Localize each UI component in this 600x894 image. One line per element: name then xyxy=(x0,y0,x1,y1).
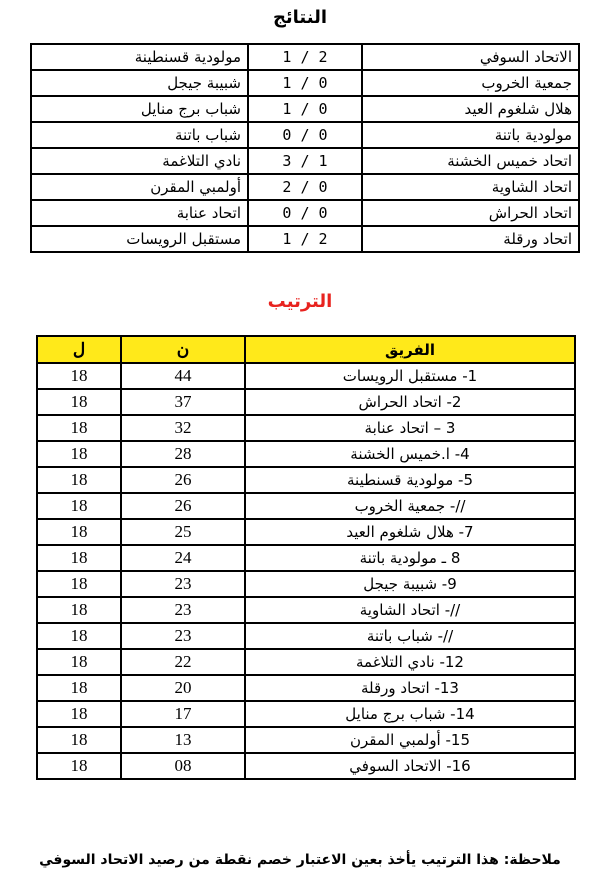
header-played: ل xyxy=(37,336,121,363)
points-cell: 32 xyxy=(121,415,245,441)
match-score: 0 / 0 xyxy=(248,122,362,148)
team-cell: 7- هلال شلغوم العيد xyxy=(245,519,575,545)
standings-row xyxy=(37,701,575,727)
match-score: 1 / 0 xyxy=(248,70,362,96)
match-score: 0 / 0 xyxy=(248,200,362,226)
points-cell: 13 xyxy=(121,727,245,753)
result-row xyxy=(31,70,579,96)
away-team: شباب باتنة xyxy=(31,122,248,148)
standings-row xyxy=(37,571,575,597)
home-team: جمعية الخروب xyxy=(362,70,579,96)
points-cell: 08 xyxy=(121,753,245,779)
played-cell: 18 xyxy=(37,649,121,675)
standings-header-row xyxy=(37,336,575,363)
results-table xyxy=(30,43,580,253)
result-row xyxy=(31,226,579,252)
team-cell: 2- اتحاد الحراش xyxy=(245,389,575,415)
team-cell: 8 ـ مولودية باتنة xyxy=(245,545,575,571)
team-cell: 5- مولودية قسنطينة xyxy=(245,467,575,493)
match-score: 2 / 0 xyxy=(248,174,362,200)
played-cell: 18 xyxy=(37,519,121,545)
points-cell: 37 xyxy=(121,389,245,415)
standings-row xyxy=(37,467,575,493)
standings-table xyxy=(36,335,576,780)
played-cell: 18 xyxy=(37,467,121,493)
team-cell: 3 – اتحاد عنابة xyxy=(245,415,575,441)
standings-row xyxy=(37,727,575,753)
standings-row xyxy=(37,675,575,701)
played-cell: 18 xyxy=(37,389,121,415)
played-cell: 18 xyxy=(37,441,121,467)
result-row xyxy=(31,96,579,122)
played-cell: 18 xyxy=(37,675,121,701)
away-team: مستقبل الرويسات xyxy=(31,226,248,252)
match-score: 3 / 1 xyxy=(248,148,362,174)
standings-row xyxy=(37,519,575,545)
result-row xyxy=(31,44,579,70)
match-score: 1 / 0 xyxy=(248,96,362,122)
team-cell: //- شباب باتنة xyxy=(245,623,575,649)
played-cell: 18 xyxy=(37,597,121,623)
match-score: 1 / 2 xyxy=(248,44,362,70)
standings-row xyxy=(37,623,575,649)
team-cell: //- اتحاد الشاوية xyxy=(245,597,575,623)
points-cell: 22 xyxy=(121,649,245,675)
standings-row xyxy=(37,493,575,519)
points-cell: 23 xyxy=(121,571,245,597)
team-cell: //- جمعية الخروب xyxy=(245,493,575,519)
team-cell: 4- ا.خميس الخشنة xyxy=(245,441,575,467)
footnote: ملاحظة: هذا الترتيب يأخذ بعين الاعتبار خصم نقطة من رصيد الاتحاد السوفي xyxy=(39,852,561,868)
standings-row xyxy=(37,597,575,623)
team-cell: 14- شباب برج منايل xyxy=(245,701,575,727)
points-cell: 44 xyxy=(121,363,245,389)
away-team: شباب برج منايل xyxy=(31,96,248,122)
result-row xyxy=(31,200,579,226)
team-cell: 13- اتحاد ورقلة xyxy=(245,675,575,701)
match-score: 1 / 2 xyxy=(248,226,362,252)
away-team: مولودية قسنطينة xyxy=(31,44,248,70)
played-cell: 18 xyxy=(37,701,121,727)
home-team: اتحاد الحراش xyxy=(362,200,579,226)
standings-title: الترتيب xyxy=(267,291,333,312)
team-cell: 15- أولمبي المقرن xyxy=(245,727,575,753)
results-title: النتائج xyxy=(272,7,328,28)
home-team: مولودية باتنة xyxy=(362,122,579,148)
played-cell: 18 xyxy=(37,493,121,519)
points-cell: 23 xyxy=(121,597,245,623)
points-cell: 24 xyxy=(121,545,245,571)
home-team: اتحاد ورقلة xyxy=(362,226,579,252)
points-cell: 26 xyxy=(121,467,245,493)
home-team: اتحاد خميس الخشنة xyxy=(362,148,579,174)
played-cell: 18 xyxy=(37,623,121,649)
played-cell: 18 xyxy=(37,571,121,597)
header-points: ن xyxy=(121,336,245,363)
result-row xyxy=(31,148,579,174)
standings-row xyxy=(37,389,575,415)
result-row xyxy=(31,122,579,148)
result-row xyxy=(31,174,579,200)
standings-row xyxy=(37,649,575,675)
standings-row xyxy=(37,753,575,779)
header-team: الفريق xyxy=(245,336,575,363)
points-cell: 25 xyxy=(121,519,245,545)
points-cell: 17 xyxy=(121,701,245,727)
team-cell: 12- نادي التلاغمة xyxy=(245,649,575,675)
away-team: اتحاد عنابة xyxy=(31,200,248,226)
team-cell: 9- شبيبة جيجل xyxy=(245,571,575,597)
team-cell: 16- الاتحاد السوفي xyxy=(245,753,575,779)
home-team: هلال شلغوم العيد xyxy=(362,96,579,122)
standings-row xyxy=(37,441,575,467)
played-cell: 18 xyxy=(37,363,121,389)
away-team: نادي التلاغمة xyxy=(31,148,248,174)
played-cell: 18 xyxy=(37,727,121,753)
points-cell: 26 xyxy=(121,493,245,519)
home-team: اتحاد الشاوية xyxy=(362,174,579,200)
standings-row xyxy=(37,415,575,441)
away-team: أولمبي المقرن xyxy=(31,174,248,200)
standings-row xyxy=(37,545,575,571)
played-cell: 18 xyxy=(37,753,121,779)
points-cell: 28 xyxy=(121,441,245,467)
points-cell: 23 xyxy=(121,623,245,649)
team-cell: 1- مستقبل الرويسات xyxy=(245,363,575,389)
away-team: شبيبة جيجل xyxy=(31,70,248,96)
points-cell: 20 xyxy=(121,675,245,701)
standings-row xyxy=(37,363,575,389)
played-cell: 18 xyxy=(37,415,121,441)
played-cell: 18 xyxy=(37,545,121,571)
home-team: الاتحاد السوفي xyxy=(362,44,579,70)
